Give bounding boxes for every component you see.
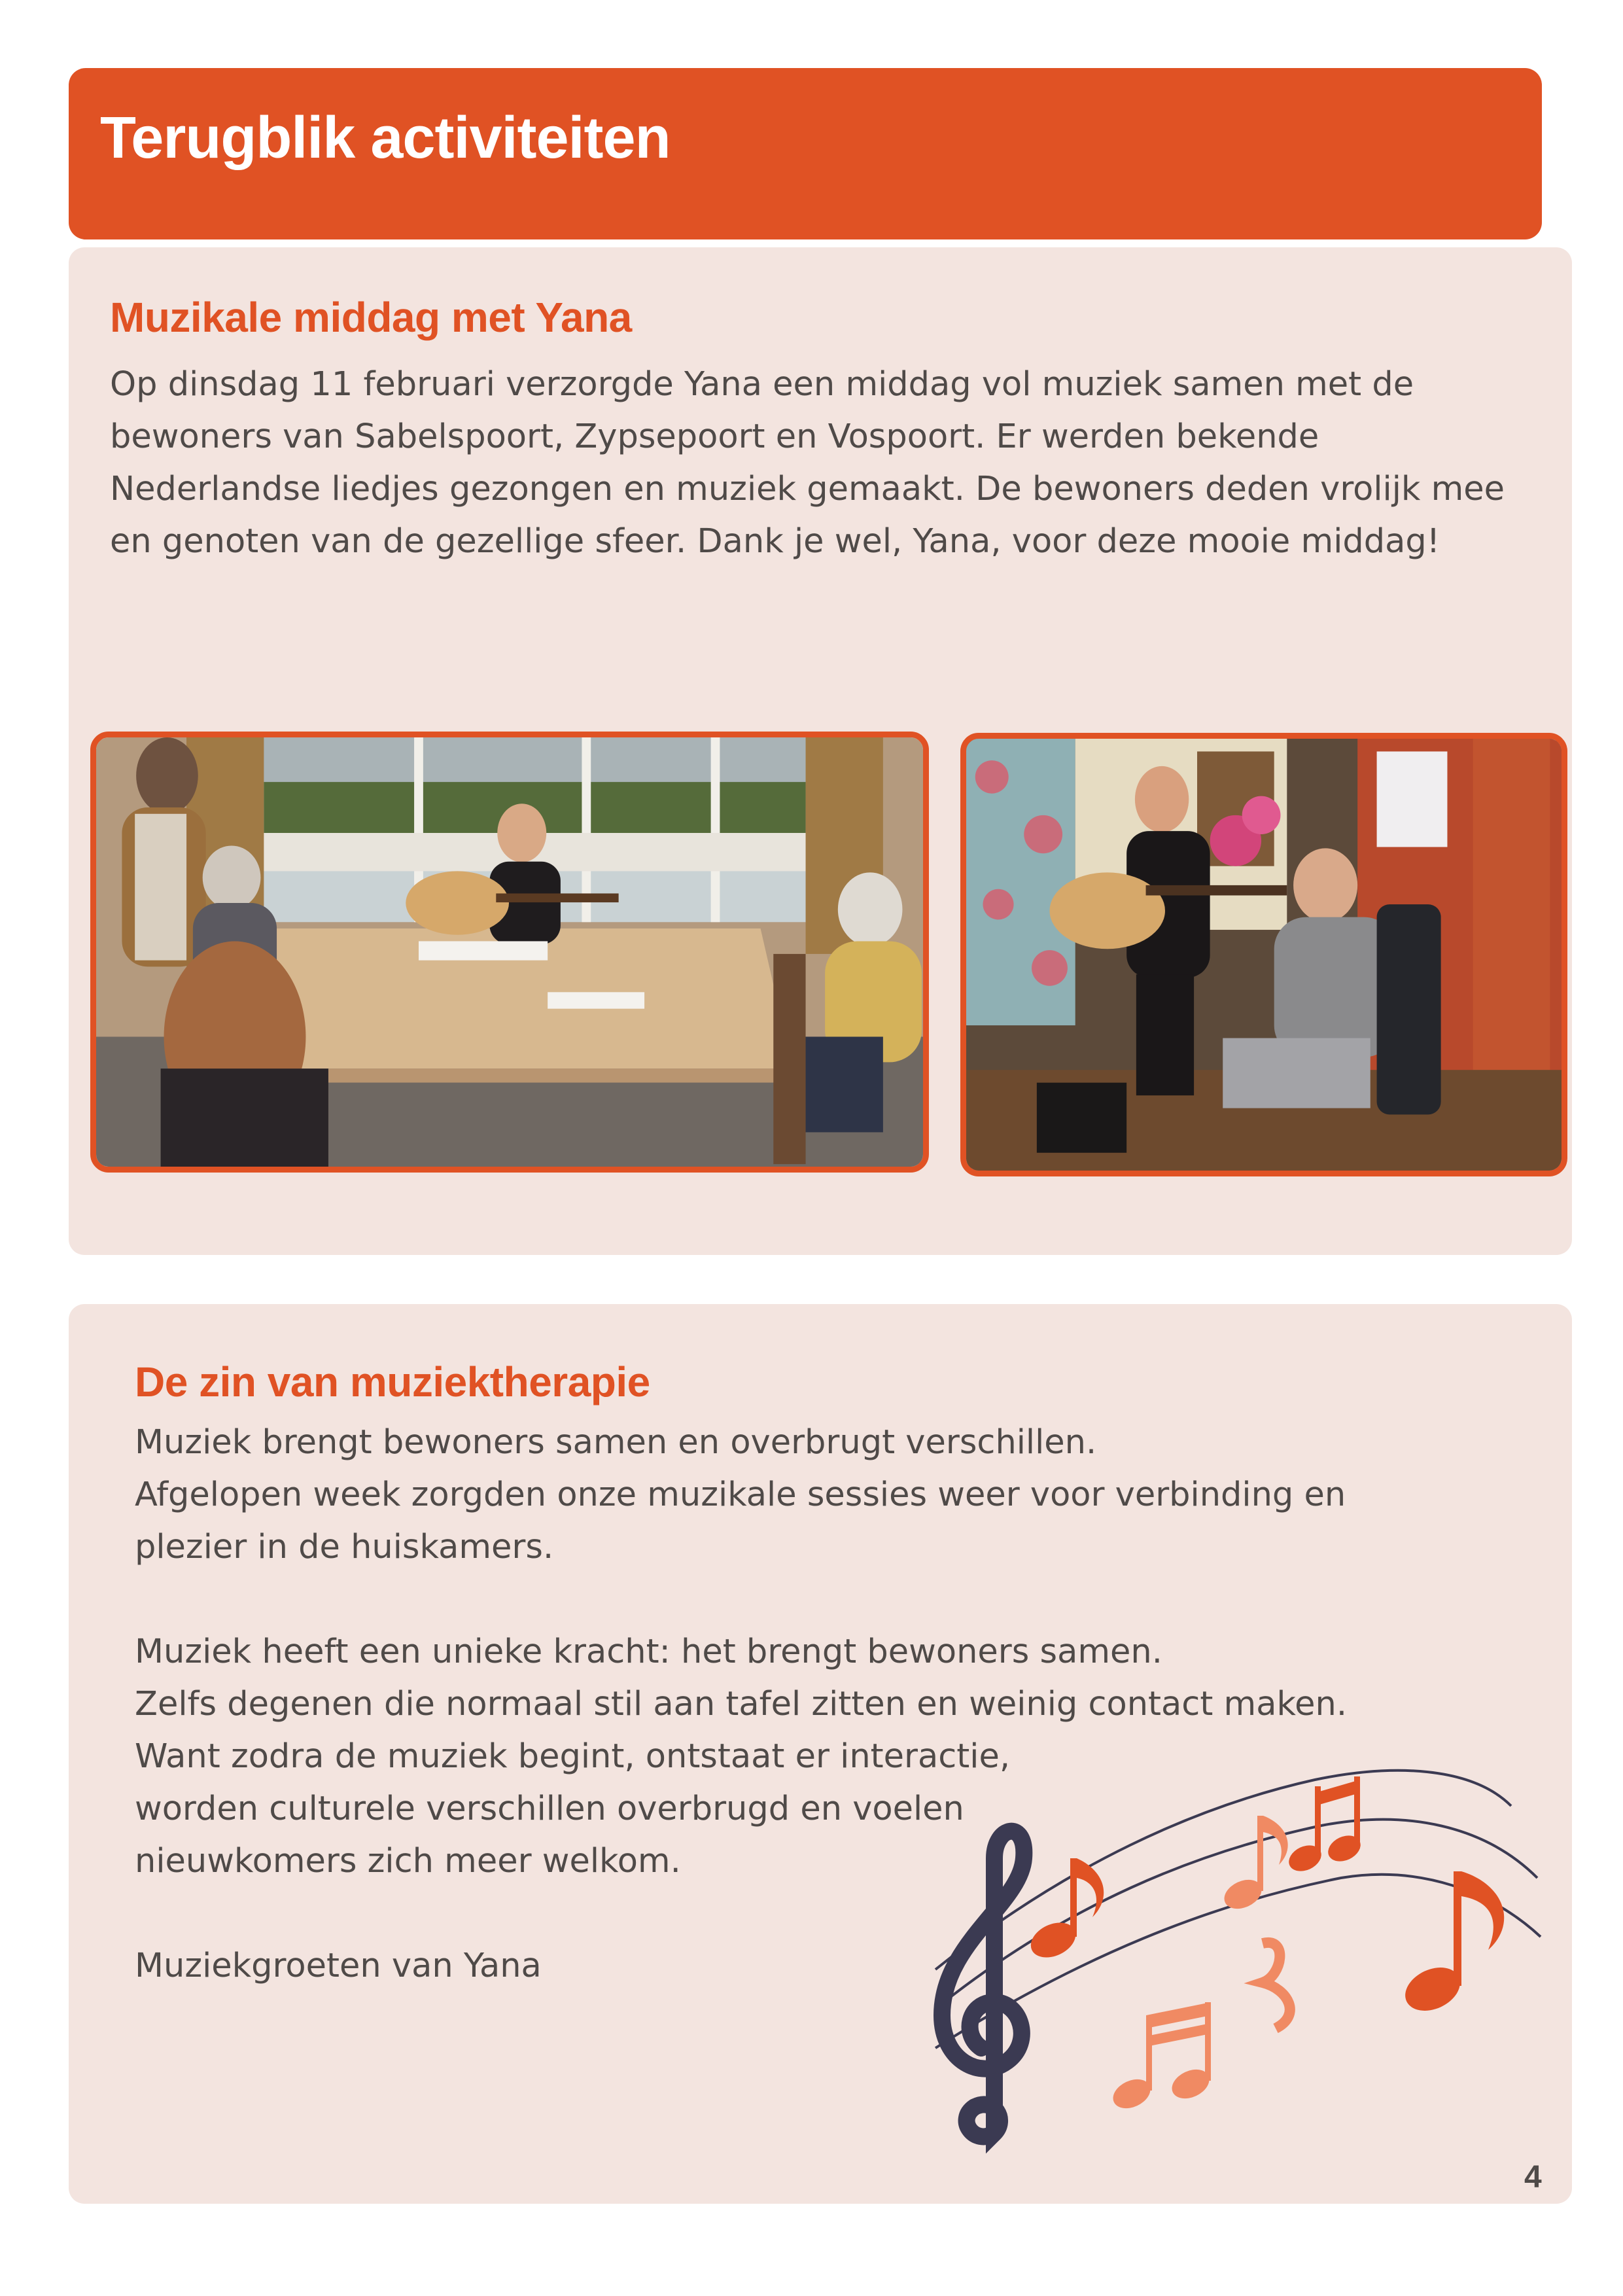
- text-line: Nederlandse liedjes gezongen en muziek gemaakt. De bewoners deden vrolijk mee: [110, 470, 1505, 508]
- section-body-music-afternoon: [110, 359, 1505, 568]
- text-line: Op dinsdag 11 februari verzorgde Yana een middag vol muziek samen met de: [110, 365, 1414, 404]
- section-title-music-afternoon: Muzikale middag met Yana: [110, 294, 632, 341]
- text-line: plezier in de huiskamers.: [135, 1528, 554, 1566]
- music-notes-icon: [896, 1754, 1550, 2185]
- text-line: nieuwkomers zich meer welkom.: [135, 1842, 681, 1881]
- page-title: Terugblik activiteiten: [100, 105, 671, 171]
- photo-dining-room-image: [96, 737, 923, 1167]
- photo-guitarist-with-resident: [960, 733, 1567, 1176]
- signature-line: Muziekgroeten van Yana: [135, 1947, 542, 1985]
- photo-dining-room-music-session: [90, 732, 929, 1173]
- text-line: worden culturele verschillen overbrugd en voelen: [135, 1790, 964, 1828]
- text-line: Muziek brengt bewoners samen en overbrugt verschillen.: [135, 1423, 1097, 1462]
- text-line: Muziek heeft een unieke kracht: het brengt bewoners samen.: [135, 1633, 1162, 1671]
- photo-guitarist-image: [966, 739, 1562, 1171]
- text-line: Zelfs degenen die normaal stil aan tafel zitten en weinig contact maken.: [135, 1685, 1348, 1723]
- page-number: 4: [1524, 2160, 1542, 2195]
- text-line: [135, 1574, 1347, 1626]
- text-line: bewoners van Sabelspoort, Zypsepoort en Vospoort. Er werden bekende: [110, 417, 1319, 456]
- text-line: en genoten van de gezellige sfeer. Dank je wel, Yana, voor deze mooie middag!: [110, 522, 1440, 561]
- text-line: Want zodra de muziek begint, ontstaat er interactie,: [135, 1737, 1011, 1776]
- section-title-music-therapy: De zin van muziektherapie: [135, 1358, 650, 1405]
- text-line: Afgelopen week zorgden onze muzikale sessies weer voor verbinding en: [135, 1475, 1346, 1514]
